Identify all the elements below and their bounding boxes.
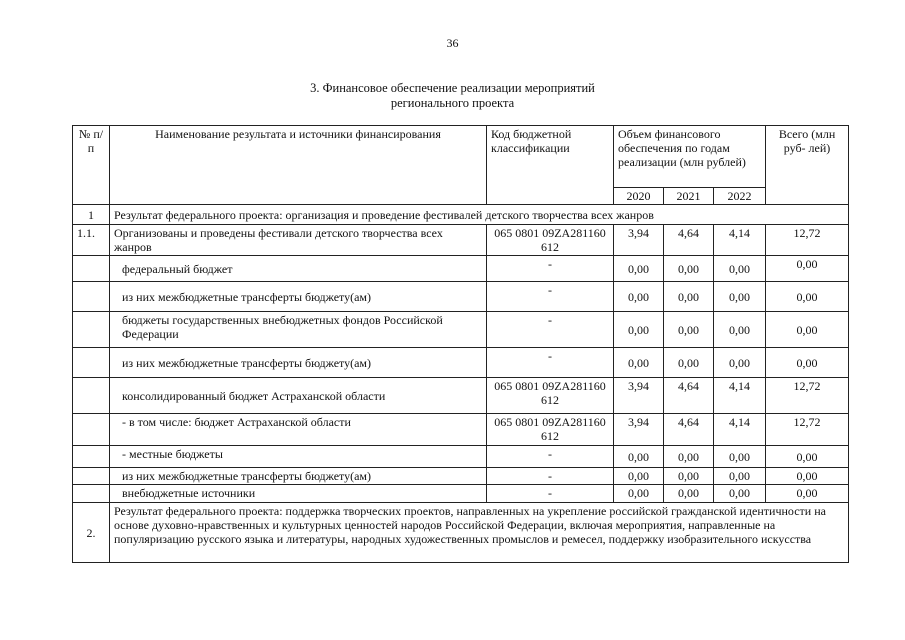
row-2020: 0,00 (614, 446, 664, 468)
table-row (73, 282, 849, 312)
row-num (73, 378, 110, 414)
row-total: 0,00 (766, 468, 849, 485)
row-2022: 0,00 (714, 468, 766, 485)
section1-num: 1 (73, 205, 110, 225)
row-total: 0,00 (766, 348, 849, 378)
row-2022: 4,14 (714, 225, 766, 256)
table-row (73, 446, 849, 468)
row-2021: 4,64 (664, 225, 714, 256)
row-2021: 4,64 (664, 378, 714, 414)
header-total: Всего (млн руб- лей) (766, 126, 849, 205)
row-name: бюджеты государственных внебюджетных фондов Российской Федерации (110, 312, 487, 348)
row-2021: 0,00 (664, 348, 714, 378)
row-2021: 0,00 (664, 312, 714, 348)
row-2020: 0,00 (614, 468, 664, 485)
header-year-2021: 2021 (664, 188, 714, 205)
row-name: федеральный бюджет (110, 256, 487, 282)
row-2022: 4,14 (714, 378, 766, 414)
row-2022: 0,00 (714, 348, 766, 378)
row-2020: 0,00 (614, 485, 664, 503)
header-code: Код бюджетной классификации (487, 126, 614, 205)
row-code: - (487, 282, 614, 312)
row-total: 12,72 (766, 225, 849, 256)
row-2020: 3,94 (614, 378, 664, 414)
row-name: - в том числе: бюджет Астраханской области (110, 414, 487, 446)
row-2021: 4,64 (664, 414, 714, 446)
row-num (73, 485, 110, 503)
table-row (73, 468, 849, 485)
row-name: Организованы и проведены фестивали детского творчества всех жанров (110, 225, 487, 256)
table-row (73, 256, 849, 282)
row-2022: 0,00 (714, 282, 766, 312)
section2-title: Результат федерального проекта: поддержка творческих проектов, направленных на укрепление российской гражданской идентичности на основе духовно-нравственных и культурных ценностей народов Российской Федерации, включая мероприятия, направленные на популяризацию русского языка и литературы, народных художественных промыслов и ремесел, поддержку изобразительного искусства (110, 503, 849, 563)
row-2020: 0,00 (614, 282, 664, 312)
row-num (73, 468, 110, 485)
row-total: 0,00 (766, 312, 849, 348)
row-code: - (487, 256, 614, 282)
row-num (73, 446, 110, 468)
table-row (73, 225, 849, 256)
row-code: 065 0801 09ZA281160 612 (487, 414, 614, 446)
table-row (73, 378, 849, 414)
section1-title: Результат федерального проекта: организация и проведение фестивалей детского творчества всех жанров (110, 205, 849, 225)
section-row-2 (73, 503, 849, 563)
row-num: 1.1. (73, 225, 110, 256)
row-2022: 0,00 (714, 485, 766, 503)
row-code: - (487, 312, 614, 348)
section-row-1 (73, 205, 849, 225)
section-title-line1: 3. Финансовое обеспечение реализации мероприятий (310, 81, 595, 95)
row-code: - (487, 446, 614, 468)
section-title-line2: регионального проекта (390, 96, 515, 110)
row-2021: 0,00 (664, 468, 714, 485)
row-num (73, 414, 110, 446)
row-2021: 0,00 (664, 485, 714, 503)
row-name: из них межбюджетные трансферты бюджету(ам) (110, 348, 487, 378)
header-volume: Объем финансового обеспечения по годам реализации (млн рублей) (614, 126, 766, 188)
header-year-2022: 2022 (714, 188, 766, 205)
row-total: 0,00 (766, 282, 849, 312)
table-row (73, 414, 849, 446)
row-name: - местные бюджеты (110, 446, 487, 468)
row-2020: 0,00 (614, 348, 664, 378)
row-code: - (487, 348, 614, 378)
row-2021: 0,00 (664, 256, 714, 282)
row-num (73, 312, 110, 348)
row-2022: 4,14 (714, 414, 766, 446)
row-name: консолидированный бюджет Астраханской области (110, 378, 487, 414)
row-2020: 3,94 (614, 225, 664, 256)
row-name: из них межбюджетные трансферты бюджету(ам) (110, 468, 487, 485)
header-year-2020: 2020 (614, 188, 664, 205)
row-code: - (487, 485, 614, 503)
section-title (0, 81, 905, 111)
row-total: 0,00 (766, 485, 849, 503)
row-num (73, 256, 110, 282)
row-num (73, 348, 110, 378)
row-code: 065 0801 09ZA281160 612 (487, 225, 614, 256)
row-2021: 0,00 (664, 282, 714, 312)
row-2021: 0,00 (664, 446, 714, 468)
table-row (73, 348, 849, 378)
row-2022: 0,00 (714, 312, 766, 348)
row-2022: 0,00 (714, 446, 766, 468)
header-name: Наименование результата и источники финансирования (110, 126, 487, 205)
page-number: 36 (446, 36, 459, 50)
row-num (73, 282, 110, 312)
row-2020: 0,00 (614, 256, 664, 282)
row-name: из них межбюджетные трансферты бюджету(ам) (110, 282, 487, 312)
section2-num: 2. (73, 503, 110, 563)
row-total: 0,00 (766, 446, 849, 468)
row-code: 065 0801 09ZA281160 612 (487, 378, 614, 414)
row-2022: 0,00 (714, 256, 766, 282)
row-total: 0,00 (766, 256, 849, 282)
table-row (73, 485, 849, 503)
row-name: внебюджетные источники (110, 485, 487, 503)
row-2020: 0,00 (614, 312, 664, 348)
row-2020: 3,94 (614, 414, 664, 446)
header-num: № п/п (73, 126, 110, 205)
row-total: 12,72 (766, 378, 849, 414)
table-row (73, 312, 849, 348)
row-total: 12,72 (766, 414, 849, 446)
financing-table (72, 125, 849, 563)
row-code: - (487, 468, 614, 485)
